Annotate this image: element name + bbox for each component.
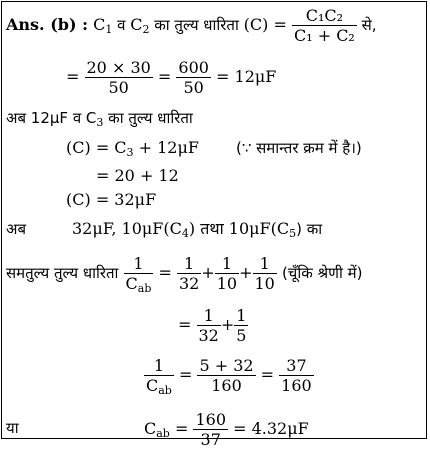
text-or: या [6, 419, 19, 437]
fraction [292, 6, 357, 45]
denominator: 160 [211, 376, 242, 395]
denominator [144, 376, 174, 395]
subscript: ab [137, 282, 152, 295]
parallel-note: (∵ समान्तर क्रम में है।) [236, 139, 362, 157]
plus-sign: + [201, 263, 215, 282]
fraction [253, 254, 277, 293]
denominator: 10 [254, 274, 275, 293]
denominator: 32 [198, 326, 219, 345]
equals-sign: = [66, 67, 80, 86]
subscript: 5 [289, 227, 297, 240]
numerator: 1 [215, 254, 239, 274]
subscript: ab [156, 427, 170, 440]
text-now: अब 12μF व C [6, 109, 97, 127]
numerator: 1 [144, 356, 174, 376]
answer-label: Ans. (b) : [6, 15, 88, 34]
line-7-prefix: अब [6, 220, 27, 238]
numerator: 20 × 30 [86, 58, 151, 77]
fraction [144, 356, 174, 395]
subscript: ab [158, 384, 172, 397]
line-8 [6, 254, 362, 293]
equals-sign: = [174, 419, 189, 438]
fraction [85, 58, 153, 97]
text-equivalent-capacitance: का तुल्य धारिता [149, 16, 244, 34]
numerator: 1 [197, 306, 221, 326]
equals-sign: = [178, 315, 192, 334]
text-from: से, [356, 16, 377, 34]
series-note: (चूँकि श्रेणी में) [281, 264, 363, 282]
equation-rhs: + 12μF [133, 138, 199, 157]
subscript: 3 [126, 146, 134, 159]
denominator: 10 [216, 274, 238, 293]
line-5: = 20 + 12 [96, 166, 179, 185]
equals-sign: = [178, 365, 193, 384]
numerator: 37 [279, 356, 314, 376]
symbol-c: C [144, 419, 157, 438]
subscript: 4 [181, 227, 189, 240]
text-equivalent-capacitance: का तुल्य धारिता [103, 109, 193, 127]
symbol-c: C [93, 15, 106, 34]
equals-sign: = [260, 365, 275, 384]
equals-sign: = [158, 263, 172, 282]
line-3 [6, 108, 193, 128]
text-and: व [112, 16, 131, 34]
numerator: 1 [124, 254, 154, 274]
line-9 [178, 306, 248, 345]
subscript: 3 [96, 116, 104, 129]
capacitor-list: ) तथा 10μF(C [188, 219, 290, 238]
denominator [124, 274, 154, 293]
subscript: 1 [105, 23, 113, 36]
capacitor-list: 32μF, 10μF(C [72, 219, 182, 238]
equation-lhs: (C) = [243, 15, 287, 34]
fraction [176, 58, 211, 97]
numerator: C₁C₂ [292, 6, 357, 26]
numerator: 600 [178, 58, 209, 77]
denominator: 50 [108, 78, 129, 97]
capacitor-list: ) का [296, 220, 323, 238]
fraction [234, 306, 248, 345]
denominator: C₁ + C₂ [293, 26, 355, 45]
numerator: 1 [236, 306, 247, 325]
fraction [124, 254, 154, 293]
line-11 [144, 410, 309, 449]
line-2 [66, 58, 276, 97]
denominator: 37 [200, 430, 221, 449]
fraction [279, 356, 314, 395]
plus-sign: + [220, 315, 235, 334]
plus-sign: + [239, 263, 253, 282]
numerator: 1 [177, 254, 201, 274]
equals-sign: = [157, 67, 172, 86]
fraction [215, 254, 239, 293]
symbol-c: C [125, 274, 138, 293]
numerator: 1 [253, 254, 277, 274]
fraction [177, 254, 201, 293]
line-7 [72, 219, 322, 239]
numerator: 160 [195, 410, 226, 429]
denominator: 50 [183, 78, 204, 97]
line-6: (C) = 32μF [66, 190, 157, 209]
symbol-c: C [130, 15, 143, 34]
equation-lhs: (C) = C [66, 138, 127, 157]
fraction [197, 356, 255, 395]
text-series-equivalent: समतुल्य तुल्य धारिता [6, 264, 119, 282]
final-result: = 4.32μF [233, 419, 309, 438]
denominator: 32 [178, 274, 200, 293]
symbol-c: C [146, 376, 159, 395]
result: = 12μF [216, 67, 277, 86]
denominator: 160 [281, 376, 312, 395]
line-1 [6, 6, 377, 45]
fraction [197, 306, 221, 345]
subscript: 2 [142, 23, 150, 36]
fraction [193, 410, 228, 449]
numerator: 5 + 32 [199, 356, 254, 375]
line-4 [66, 138, 199, 158]
denominator: 5 [236, 326, 247, 345]
line-10 [144, 356, 314, 395]
